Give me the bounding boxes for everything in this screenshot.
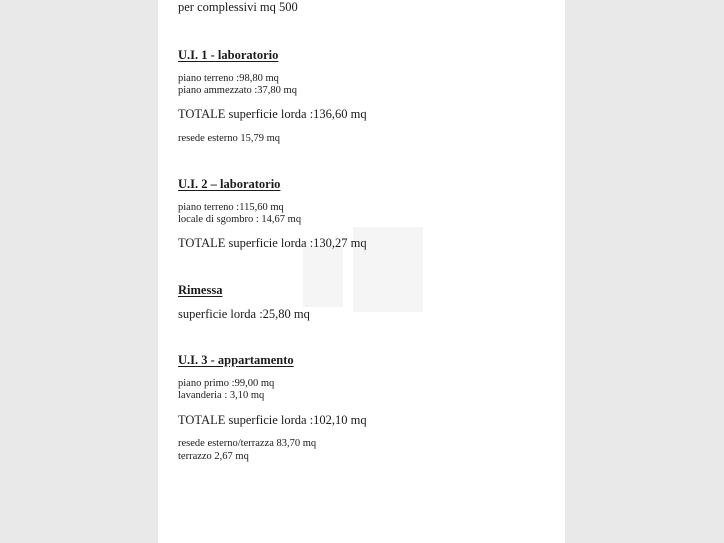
ui3-total: TOTALE superficie lorda :102,10 mq — [178, 413, 367, 427]
ui1-heading: U.I. 1 - laboratorio — [178, 48, 279, 62]
ui3-line-1: piano primo :99,00 mq — [178, 378, 275, 389]
ui3-heading: U.I. 3 - appartamento — [178, 353, 294, 367]
rimessa-heading: Rimessa — [178, 283, 223, 297]
ui3-line-2: lavanderia : 3,10 mq — [178, 390, 265, 401]
ui1-line-1: piano terreno :98,80 mq — [178, 73, 279, 84]
document-page — [158, 0, 565, 543]
ui1-line-2: piano ammezzato :37,80 mq — [178, 85, 297, 96]
ui2-total: TOTALE superficie lorda :130,27 mq — [178, 236, 367, 250]
ui1-total: TOTALE superficie lorda :136,60 mq — [178, 107, 367, 121]
ui2-line-1: piano terreno :115,60 mq — [178, 202, 284, 213]
ui2-heading: U.I. 2 – laboratorio — [178, 177, 281, 191]
intro-text: per complessivi mq 500 — [178, 0, 298, 14]
ui1-extra: resede esterno 15,79 mq — [178, 133, 281, 144]
ui3-extra-2: terrazzo 2,67 mq — [178, 451, 249, 462]
rimessa-line: superficie lorda :25,80 mq — [178, 307, 310, 321]
ui2-line-2: locale di sgombro : 14,67 mq — [178, 214, 302, 225]
ui3-extra-1: resede esterno/terrazza 83,70 mq — [178, 438, 317, 449]
